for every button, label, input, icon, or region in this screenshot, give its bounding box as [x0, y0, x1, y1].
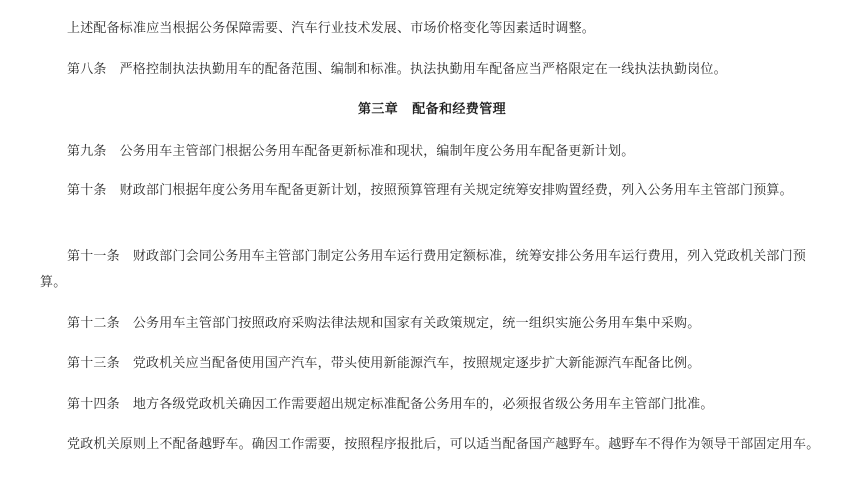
article-9: [40, 139, 830, 165]
article-10: [40, 178, 830, 204]
chapter-label: 第三章: [357, 102, 399, 117]
article-text: 公务用车主管部门根据公务用车配备更新标准和现状，编制年度公务用车配备更新计划。: [119, 144, 635, 159]
article-13: [40, 351, 830, 377]
article-text: 党政机关应当配备使用国产汽车，带头使用新能源汽车，按照规定逐步扩大新能源汽车配备比例。: [132, 356, 701, 371]
article-label: 第九条: [67, 144, 107, 159]
article-label: 第十二条: [67, 316, 120, 331]
article-11: [40, 244, 830, 296]
article-label: 第十条: [67, 183, 107, 198]
article-label: 第十三条: [67, 356, 120, 371]
article-text: 财政部门根据年度公务用车配备更新计划，按照预算管理有关规定统筹安排购置经费，列入公务用车主管部门预算。: [119, 183, 793, 198]
paragraph-offroad-vehicles: [40, 432, 830, 458]
article-12: [40, 311, 830, 337]
article-text: 地方各级党政机关确因工作需要超出规定标准配备公务用车的，必须报省级公务用车主管部门批准。: [132, 397, 714, 412]
article-label: 第十四条: [67, 397, 120, 412]
chapter-title: 配备和经费管理: [412, 102, 506, 117]
article-text: 财政部门会同公务用车主管部门制定公务用车运行费用定额标准，统筹安排公务用车运行费用，列入党政机关部门预算。: [40, 249, 807, 290]
paragraph-text: 党政机关原则上不配备越野车。确因工作需要，按照程序报批后，可以适当配备国产越野车。越野车不得作为领导干部固定用车。: [67, 437, 820, 452]
article-14: [40, 392, 830, 418]
article-label: 第十一条: [67, 249, 120, 264]
article-8: [40, 57, 830, 83]
paragraph-config-adjustment: [40, 16, 830, 42]
article-label: 第八条: [67, 62, 107, 77]
chapter-heading: [0, 97, 864, 123]
paragraph-text: 上述配备标准应当根据公务保障需要、汽车行业技术发展、市场价格变化等因素适时调整。: [67, 21, 596, 36]
article-text: 严格控制执法执勤用车的配备范围、编制和标准。执法执勤用车配备应当严格限定在一线执法执勤岗位。: [119, 62, 727, 77]
article-text: 公务用车主管部门按照政府采购法律法规和国家有关政策规定，统一组织实施公务用车集中采购。: [132, 316, 701, 331]
